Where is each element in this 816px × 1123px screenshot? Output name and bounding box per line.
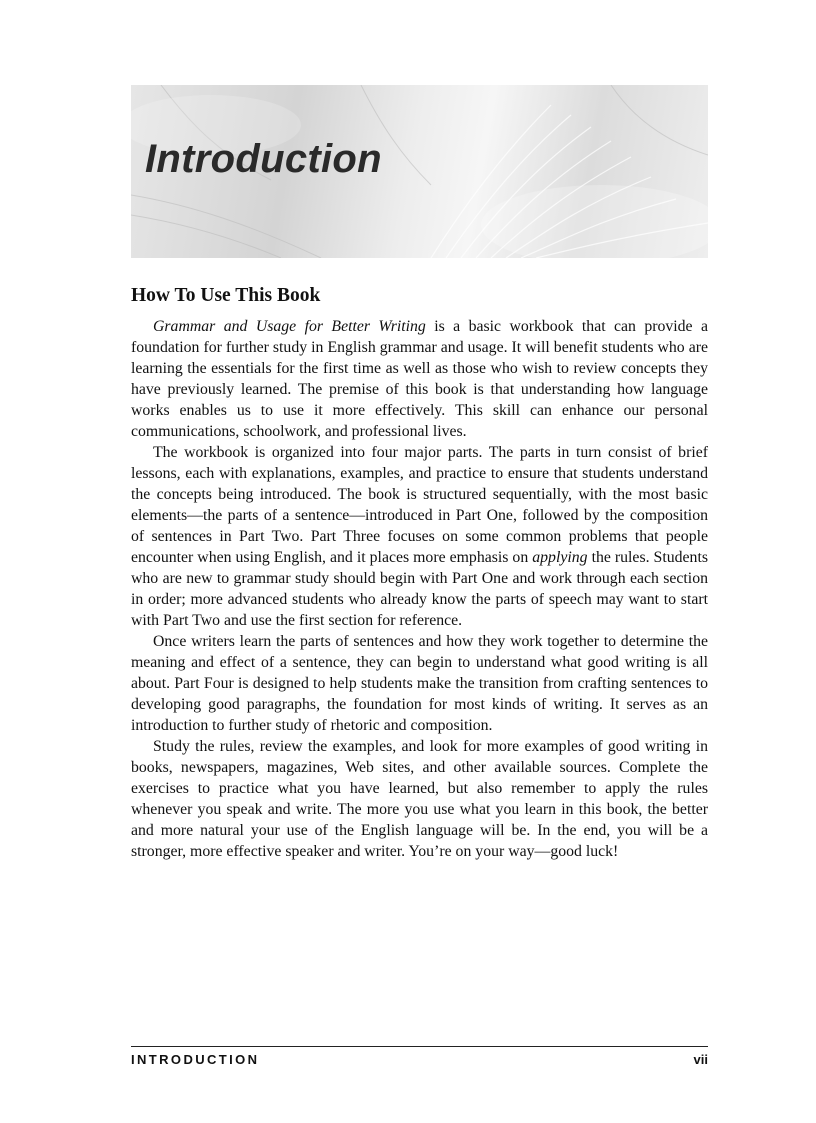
page-number: vii	[693, 1052, 708, 1067]
body-text	[131, 316, 708, 862]
emphasis-word: applying	[532, 549, 588, 566]
running-footer: INTRODUCTION	[131, 1052, 260, 1067]
paragraph-1	[131, 316, 708, 442]
paragraph-2-text-end: the rules. Students who are new to grammar study should begin with Part One and work through each section in order; more advanced students who already know the parts of speech may want to start with Part Two and use the first section for reference.	[131, 549, 708, 629]
chapter-title: Introduction	[145, 137, 382, 181]
paragraph-1-text: is a basic workbook that can provide a foundation for further study in English grammar and usage. It will benefit students who are learning the essentials for the first time as well as those who wish to review concepts they have previously learned. The premise of this book is that understanding how language works enables us to use it more effectively. This skill can enhance our personal communications, schoolwork, and professional lives.	[131, 318, 708, 440]
book-title: Grammar and Usage for Better Writing	[153, 318, 426, 335]
footer-rule	[131, 1046, 708, 1047]
section-heading: How To Use This Book	[131, 285, 321, 306]
chapter-banner	[131, 85, 708, 258]
paragraph-2-text-start: The workbook is organized into four major parts. The parts in turn consist of brief lessons, each with explanations, examples, and practice to ensure that students understand the concepts being introduced. The book is structured sequentially, with the most basic elements—the parts of a sentence—introduced in Part One, followed by the composition of sentences in Part Two. Part Three focuses on some common problems that people encounter when using English, and it places more emphasis on	[131, 444, 708, 566]
paragraph-4: Study the rules, review the examples, and look for more examples of good writing in books, newspapers, magazines, Web sites, and other available sources. Complete the exercises to practice what you have learned, but also remember to apply the rules whenever you speak and write. The more you use what you learn in this book, the better and more natural your use of the English language will be. In the end, you will be a stronger, more effective speaker and writer. You’re on your way—good luck!	[131, 738, 708, 860]
paragraph-3: Once writers learn the parts of sentences and how they work together to determine the meaning and effect of a sentence, they can begin to understand what good writing is all about. Part Four is designed to help students make the transition from crafting sentences to developing good paragraphs, the foundation for most kinds of writing. It serves as an introduction to further study of rhetoric and composition.	[131, 633, 708, 734]
paragraph-2	[131, 442, 708, 631]
